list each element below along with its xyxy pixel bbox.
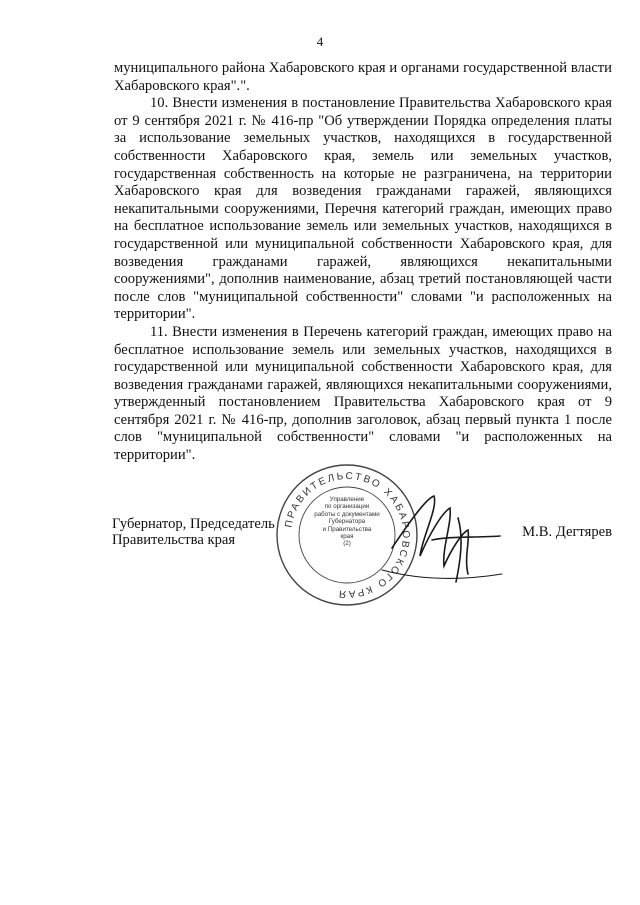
paragraph-continuation: муниципального района Хабаровского края и органами государственной власти Хабаровского края".". [114, 60, 612, 94]
stamp-ring-text: ПРАВИТЕЛЬСТВО ХАБАРОВСКОГО КРАЯ [283, 470, 412, 600]
signatory-title [112, 516, 275, 548]
signatory-name: М.В. Дегтярев [522, 524, 612, 540]
paragraph-item-11: 11. Внести изменения в Перечень категорий граждан, имеющих право на бесплатное использование земель или земельных участков, находящихся в государственной или муниципальной собственности Хабаровского края, для возведения гражданами гаражей, являющихся некапитальными сооружениями, утвержденный постановлением Правительства Хабаровского края от 9 сентября 2021 г. № 416-пр, дополнив заголовок, абзац первый пункта 1 после слов "муниципальной собственности" словами "и расположенных на территории". [114, 323, 612, 464]
paragraph-item-10: 10. Внести изменения в постановление Правительства Хабаровского края от 9 сентября 2021 г. № 416-пр "Об утверждении Порядка определения платы за использование земельных участков, находящихся в государственной собственности Хабаровского края, земель или земельных участков, государственная собственность на которые не разграничена, на территории Хабаровского края для возведения гражданами гаражей, являющихся некапитальными сооружениями, Перечня категорий граждан, имеющих право на бесплатное использование земель или земельных участков, находящихся в государственной или муниципальной собственности Хабаровского края, для возведения гражданами гаражей, являющихся некапитальными сооружениями", дополнив наименование, абзац третий постановляющей части после слов "муниципальной собственности" словами "и расположенных на территории". [114, 95, 612, 323]
handwritten-signature-icon [372, 478, 512, 588]
page-number: 4 [316, 34, 324, 49]
signatory-title-line2: Правительства края [112, 532, 236, 548]
signature-block [110, 468, 620, 600]
signatory-title-line1: Губернатор, Председатель [112, 516, 275, 532]
stamp-inner-text: Управление по организации работы с документами Губернатора и Правительства края (2) [314, 496, 380, 548]
document-body [114, 60, 612, 465]
